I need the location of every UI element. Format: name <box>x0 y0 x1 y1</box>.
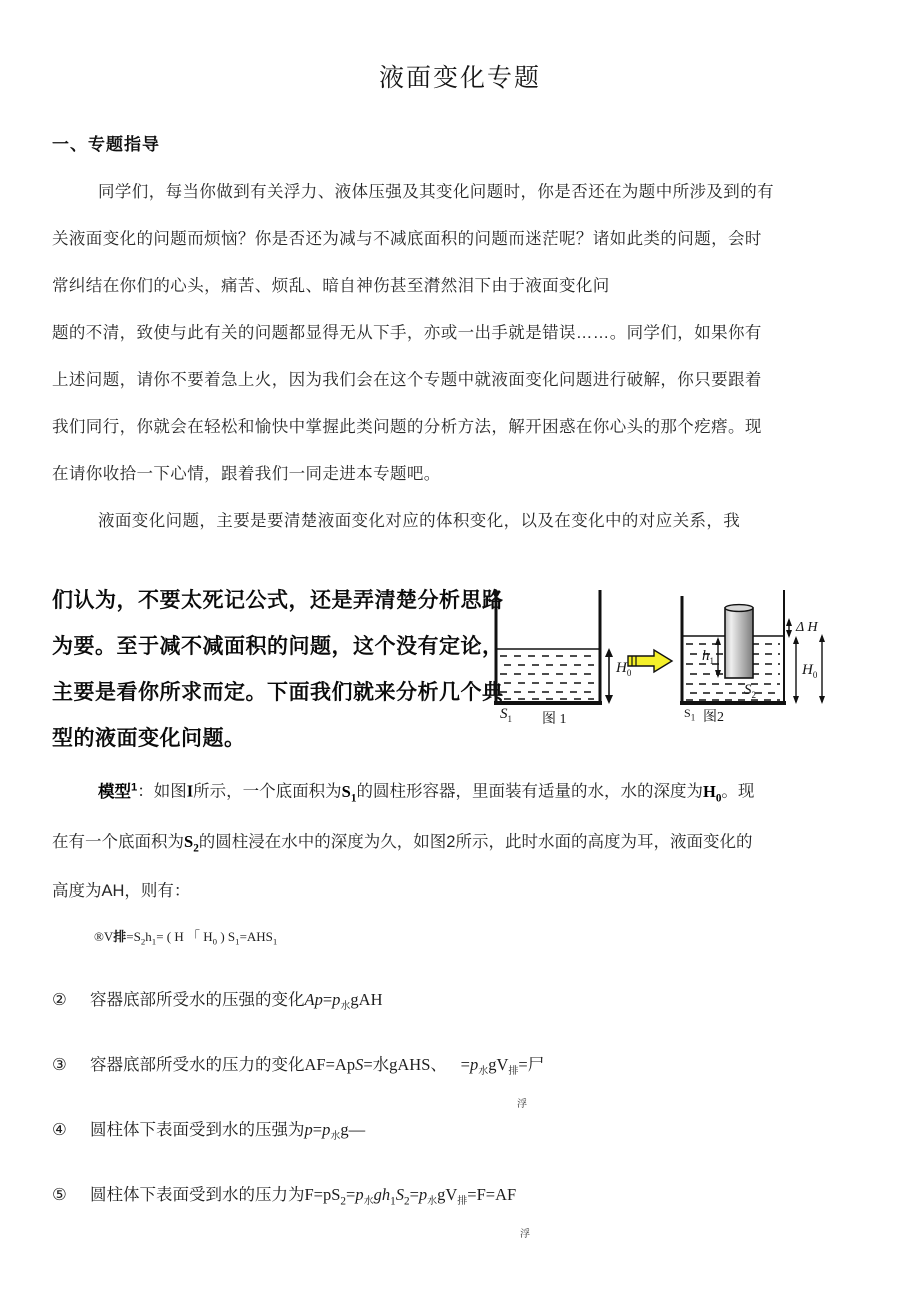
paragraph-line: 同学们，每当你做到有关浮力、液体压强及其变化问题时，你是否还在为题中所涉及到的有 <box>98 183 774 201</box>
paragraph-line: 上述问题，请你不要着急上火，因为我们会在这个专题中就液面变化问题进行破解，你只要跟着 <box>52 371 762 389</box>
paragraph-line: 常纠结在你们的心头，痛苦、烦乱、暗自神伤甚至潸然泪下由于液面变化问 <box>52 277 610 295</box>
figure-2-base-area-label: $S_1$ <box>684 706 696 723</box>
figure-2 <box>674 586 849 751</box>
figure-1-caption: 图 1 <box>542 712 567 727</box>
section-heading: 一、专题指导 <box>52 135 160 154</box>
paragraph-line: 在请你收拾一下心情，跟着我们一同走进本专题吧。 <box>52 465 441 483</box>
figure-group <box>478 586 898 756</box>
emphasis-line: 型的液面变化问题。 <box>52 727 246 750</box>
paragraph-line: 题的不清，致使与此有关的问题都显得无从下手，亦或一出手就是错误……。同学们，如果你有 <box>52 324 762 342</box>
formula-row: ⑤ 圆柱体下表面受到水的压力为$F=pS_2=p$水$gh_1S_2=p$水gV排=F=AF 浮 <box>52 1166 890 1231</box>
figure-2-delta-label: Δ H <box>796 620 818 635</box>
figure-1-base-area-label: $S_1$ <box>500 706 512 724</box>
emphasis-line: 为要。至于减不减面积的问题，这个没有定论， <box>52 635 504 658</box>
figure-2-caption: 图2 <box>703 710 724 725</box>
formula-row: ② 容器底部所受水的压强的变化Ap=p水gAH <box>52 971 890 1036</box>
formula-row: ③ 容器底部所受水的压力的变化AF=ApS=水gAHS、 =p水gV排=尸 浮 <box>52 1036 890 1101</box>
figure-1 <box>478 586 632 751</box>
formula-marker: ⑤ <box>52 1184 67 1204</box>
paragraph-line: 关液面变化的问题而烦恼？你是否还为减与不减底面积的问题而迷茫呢？诸如此类的问题，会时 <box>52 230 762 248</box>
arrow-right-icon <box>626 648 674 674</box>
formula-row: ®V排$=S_2h_1=$ ( H 「 $H_0$ ) $S_1=AHS_1$ <box>94 929 278 947</box>
model-line-1: 模型$^1$：如图I所示，一个底面积为$S_1$的圆柱形容器，里面装有适量的水，水的深度为$H_0$。现 <box>98 781 755 804</box>
paragraph-line: 液面变化问题，主要是要清楚液面变化对应的体积变化，以及在变化中的对应关系，我 <box>98 512 741 530</box>
formula-row: ④ 圆柱体下表面受到水的压强为p=p水g— <box>52 1101 890 1166</box>
model-line-2: 在有一个底面积为$S_2$的圆柱浸在水中的深度为久，如图2所示，此时水面的高度为耳，液面变化的 <box>52 831 753 855</box>
model-label: 模型$^1$ <box>98 781 138 801</box>
model-paragraph <box>52 766 884 913</box>
formula-marker: ② <box>52 989 67 1009</box>
model-line-3: 高度为AH，则有： <box>52 882 191 901</box>
figure-1-height-label: $H_0$ <box>616 660 632 678</box>
formula-marker: ③ <box>52 1054 67 1074</box>
formula-float-subscript: 浮 <box>517 1098 527 1110</box>
emphasis-block <box>52 578 504 762</box>
emphasis-line: 们认为，不要太死记公式，还是弄清楚分析思路 <box>52 589 504 612</box>
formula-marker: ® <box>94 929 104 944</box>
page-title: 液面变化专题 <box>378 64 541 92</box>
intro-paragraph <box>0 155 920 545</box>
paragraph-line: 我们同行，你就会在轻松和愉快中掌握此类问题的分析方法，解开困惑在你心头的那个疙瘩。现 <box>52 418 762 436</box>
figure-2-height-label: $H_0$ <box>802 662 818 680</box>
formula-float-subscript: 浮 <box>520 1228 530 1240</box>
figure-2-drawing <box>674 586 849 746</box>
transition-arrow <box>626 648 674 674</box>
figure-2-cylinder-base-label: $S_2$ <box>744 682 756 700</box>
figure-2-submerged-depth-label: $h_1$ <box>702 648 714 666</box>
emphasis-line: 主要是看你所求而定。下面我们就来分析几个典 <box>52 681 504 704</box>
formula-marker: ④ <box>52 1119 67 1139</box>
formula-list <box>52 908 890 1240</box>
